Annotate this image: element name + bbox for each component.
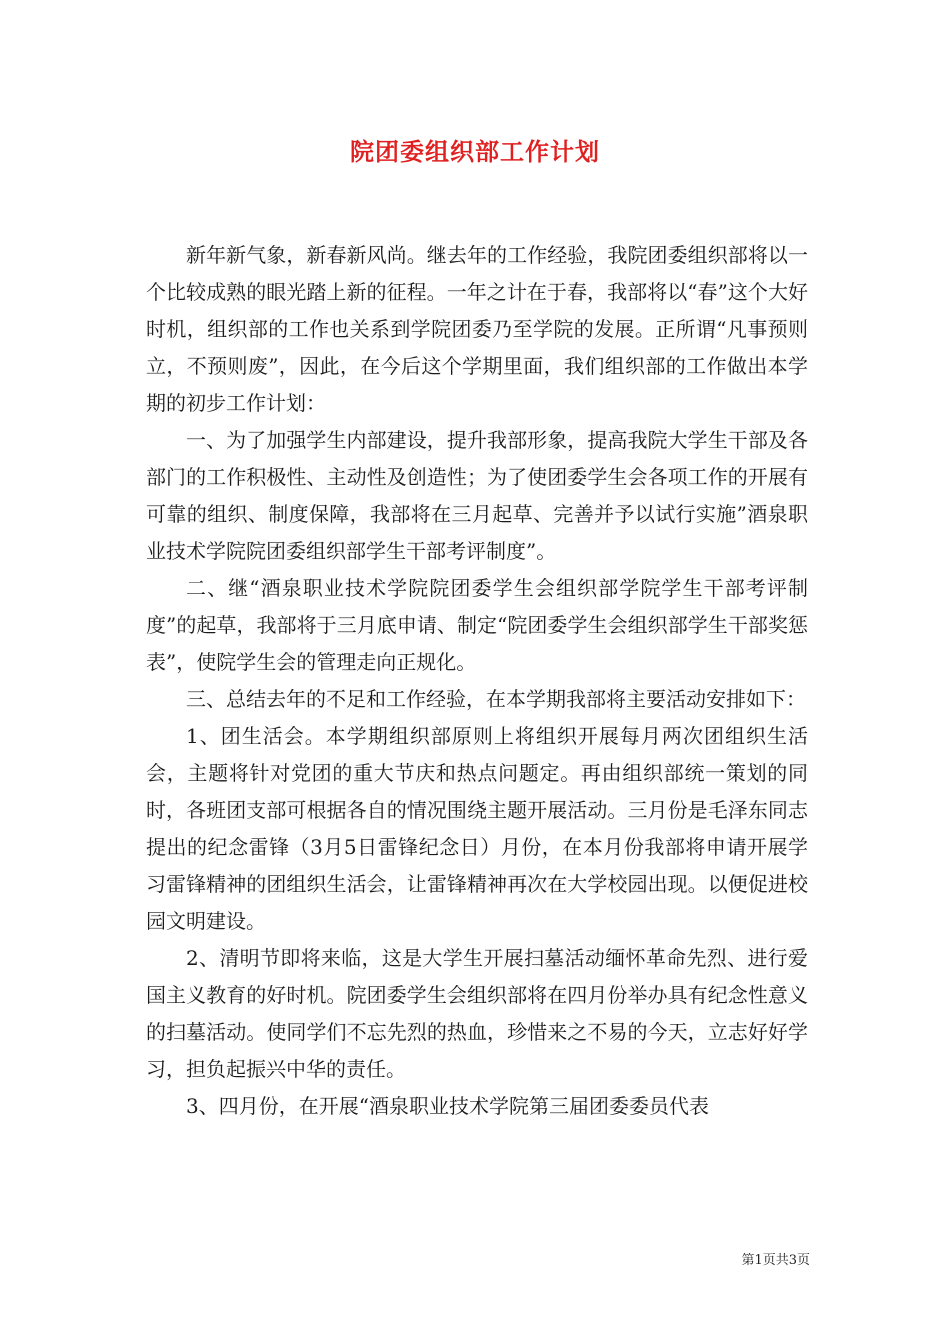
paragraph-item-1: 一、为了加强学生内部建设，提升我部形象，提高我院大学生干部及各部门的工作积极性、主动性及创造性；为了使团委学生会各项工作的开展有可靠的组织、制度保障，我部将在三月起草、完善并予以试行实施”酒泉职业技术学院院团委组织部学生干部考评制度”。 <box>146 428 808 563</box>
document-body <box>146 237 808 1125</box>
page-number: 第1页共3页 <box>741 1253 810 1268</box>
paragraph-subitem-3: 3、四月份，在开展“酒泉职业技术学院第三届团委委员代表 <box>186 1094 709 1118</box>
paragraph-item-2: 二、继“酒泉职业技术学院院团委学生会组织部学院学生干部考评制度”的起草，我部将于三月底申请、制定“院团委学生会组织部学生干部奖惩表”，使院学生会的管理走向正规化。 <box>146 576 808 674</box>
paragraph-subitem-2: 2、清明节即将来临，这是大学生开展扫墓活动缅怀革命先烈、进行爱国主义教育的好时机。院团委学生会组织部将在四月份举办具有纪念性意义的扫墓活动。使同学们不忘先烈的热血，珍惜来之不易的今天，立志好好学习，担负起振兴中华的责任。 <box>146 946 808 1081</box>
paragraph-subitem-1: 1、团生活会。本学期组织部原则上将组织开展每月两次团组织生活会，主题将针对党团的重大节庆和热点问题定。再由组织部统一策划的同时，各班团支部可根据各自的情况围绕主题开展活动。三月份是毛泽东同志提出的纪念雷锋（3月5日雷锋纪念日）月份，在本月份我部将申请开展学习雷锋精神的团组织生活会，让雷锋精神再次在大学校园出现。以便促进校园文明建设。 <box>146 724 808 933</box>
paragraph-intro: 新年新气象，新春新风尚。继去年的工作经验，我院团委组织部将以一个比较成熟的眼光踏上新的征程。一年之计在于春，我部将以“春”这个大好时机，组织部的工作也关系到学院团委乃至学院的发展。正所谓“凡事预则立，不预则废”，因此，在今后这个学期里面，我们组织部的工作做出本学期的初步工作计划： <box>146 243 808 415</box>
paragraph-item-3: 三、总结去年的不足和工作经验，在本学期我部将主要活动安排如下： <box>186 687 806 711</box>
document-title: 院团委组织部工作计划 <box>350 137 600 166</box>
